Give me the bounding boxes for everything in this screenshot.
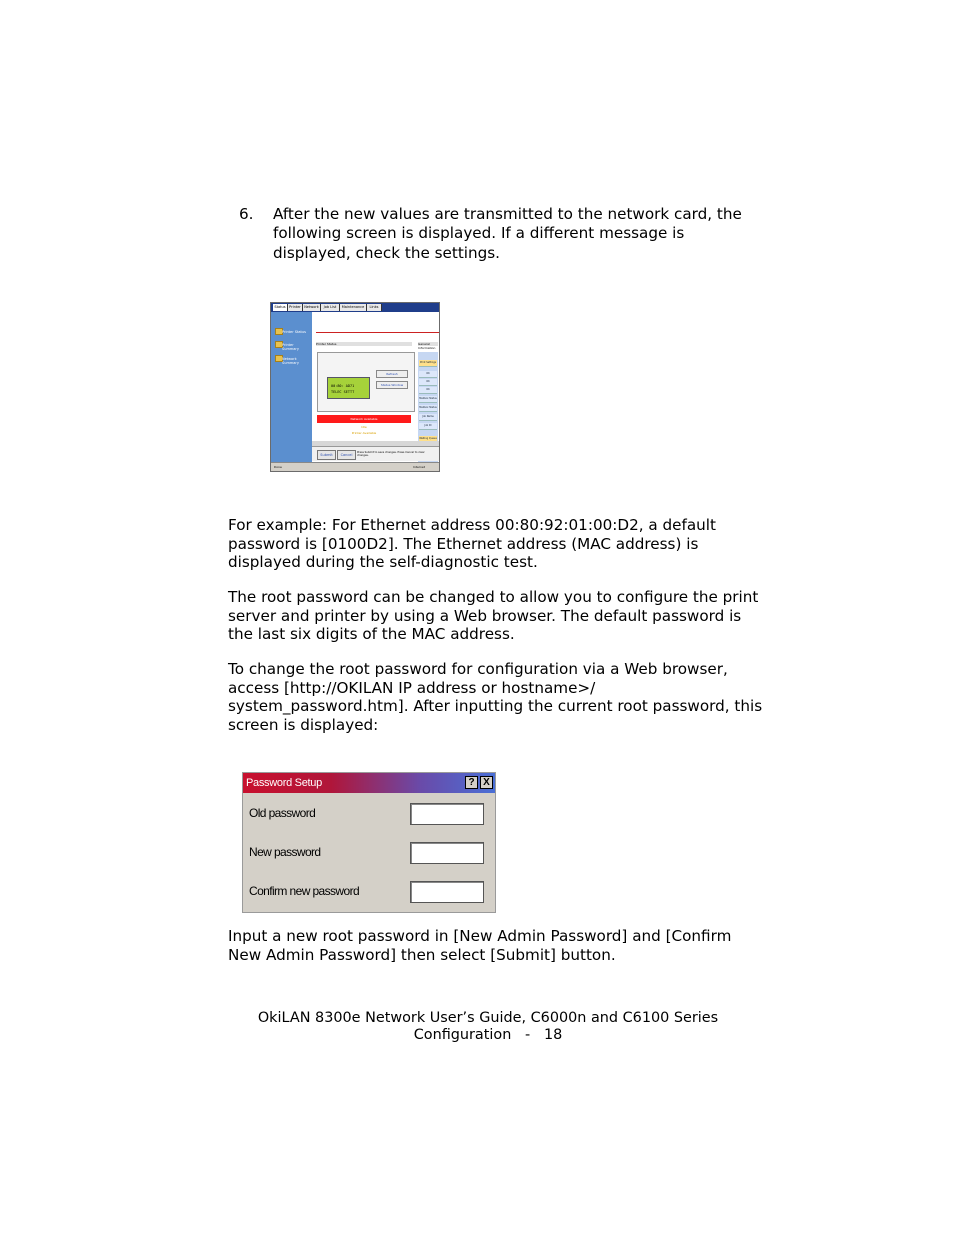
sidebar-item-printer-summary[interactable]: Printer Summary — [282, 343, 299, 351]
tab-links[interactable]: Links — [367, 304, 382, 311]
sidebar-item-printer-status[interactable]: Printer Status — [282, 330, 306, 334]
main-content — [312, 312, 439, 462]
footer-page: Configuration - 18 — [413, 1027, 563, 1043]
lcd-line: TELEC SETTT — [331, 390, 355, 394]
right-header: General Information — [418, 342, 438, 346]
tab-maintenance[interactable]: Maintenance — [340, 304, 367, 311]
submit-button[interactable]: Submit — [317, 450, 336, 460]
right-item: Job Name — [419, 414, 437, 421]
status-window-button[interactable]: Status Window — [376, 381, 408, 389]
paragraph-input-new: Input a new root password in [New Admin Password] and [Confirm New Admin Password] then select [Submit] button. — [228, 927, 732, 964]
form-note: Press Submit to save changes. Press Cancel to clear changes. — [357, 451, 425, 457]
tab-bar — [271, 303, 439, 312]
right-item: OK — [419, 371, 437, 378]
cancel-button[interactable]: Cancel — [337, 450, 356, 460]
lcd-display — [327, 377, 370, 399]
section-header: Printer Status — [316, 342, 412, 346]
password-setup-dialog — [242, 772, 496, 913]
confirm-password-label: Confirm new password — [249, 884, 360, 898]
footer-title: OkiLAN 8300e Network User’s Guide, C6000n and C6100 Series — [257, 1010, 719, 1026]
status-line: Printer Available — [351, 431, 377, 435]
form-button-bar — [312, 446, 439, 461]
status-done: Done — [274, 465, 282, 469]
lcd-line: 00:80: AD71 — [331, 384, 355, 388]
refresh-button[interactable]: Refresh — [376, 370, 408, 378]
right-item: Job ID — [419, 423, 437, 430]
confirm-password-field[interactable] — [410, 881, 484, 903]
right-item[interactable]: Waiting Queue — [419, 436, 437, 443]
dialog-title-bar — [243, 773, 495, 793]
sidebar-item-network-summary[interactable]: Network Summary — [282, 357, 299, 365]
status-zone: Internet — [413, 465, 425, 469]
new-password-field[interactable] — [410, 842, 484, 864]
old-password-field[interactable] — [410, 803, 484, 825]
tab-printer[interactable]: Printer — [288, 304, 303, 311]
sidebar — [271, 312, 312, 462]
printer-panel — [317, 352, 415, 412]
close-button[interactable]: X — [480, 776, 493, 789]
right-item: OK — [419, 387, 437, 394]
right-item: OK — [419, 379, 437, 386]
new-password-label: New password — [249, 845, 321, 859]
status-bar-red: Network Available — [317, 415, 411, 423]
step-number: 6. — [239, 205, 254, 223]
right-item: Mailbox Status — [419, 405, 437, 412]
paragraph-root-password: The root password can be changed to allow you to configure the print server and printer by using a Web browser. The default password is the last six digits of the MAC address. — [228, 588, 759, 644]
right-item[interactable]: Print Settings — [419, 360, 437, 367]
status-line: Idle — [361, 425, 367, 429]
step-text: After the new values are transmitted to the network card, the following screen is displayed. If a different message is displayed, check the settings. — [273, 205, 742, 262]
old-password-label: Old password — [249, 806, 316, 820]
dialog-title: Password Setup — [246, 777, 322, 789]
right-item: Mailbox Status — [419, 396, 437, 403]
tab-job-list[interactable]: Job List — [321, 304, 340, 311]
help-button[interactable]: ? — [465, 776, 478, 789]
tab-network[interactable]: Network — [303, 304, 321, 311]
divider — [316, 332, 439, 333]
browser-status-bar — [271, 462, 439, 472]
tab-status[interactable]: Status — [273, 304, 288, 311]
status-screenshot — [270, 302, 440, 472]
paragraph-example: For example: For Ethernet address 00:80:92:01:00:D2, a default password is [0100D2]. The Ethernet address (MAC address) is displayed during the self-diagnostic test. — [228, 516, 716, 572]
paragraph-change-password: To change the root password for configuration via a Web browser, access [http://OKILAN IP address or hostname>/ system_password.htm]. After inputting the current root password, this screen is displayed: — [228, 660, 763, 735]
